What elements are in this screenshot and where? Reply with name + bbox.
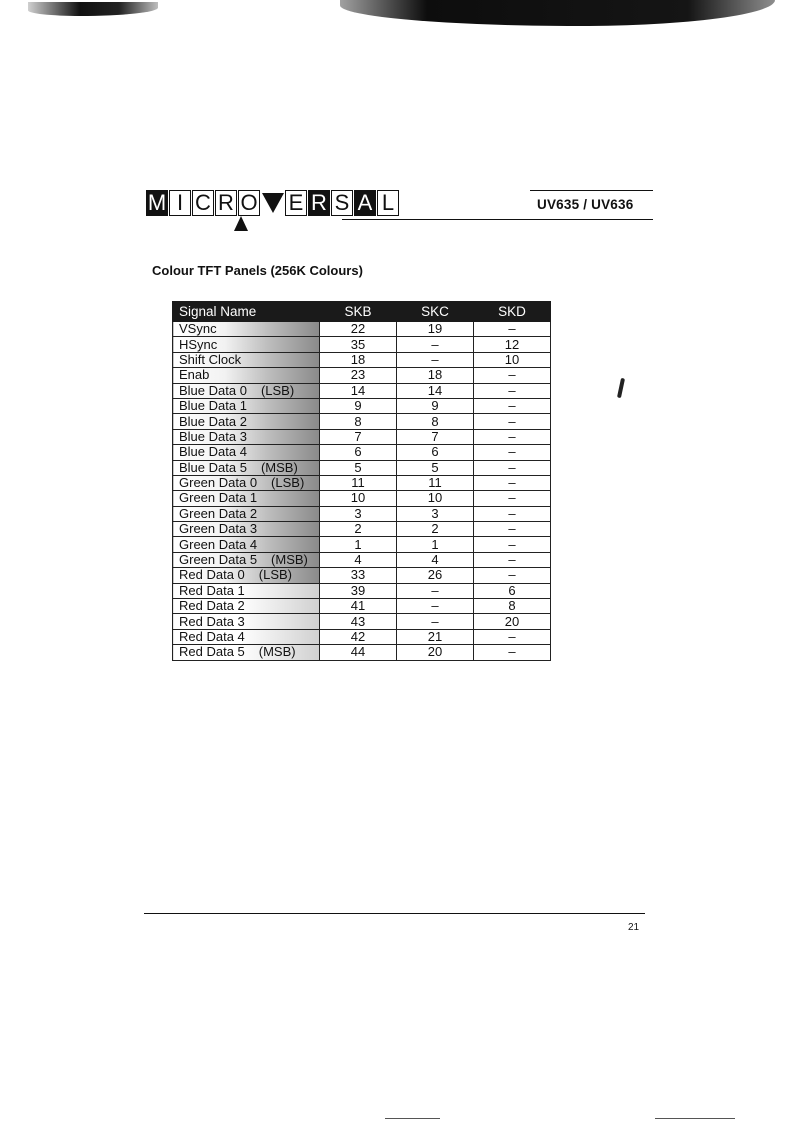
signal-name: Green Data 1 — [179, 490, 258, 506]
signal-bit-label: (MSB) — [271, 552, 308, 568]
scan-artifact-dash — [655, 1118, 735, 1119]
skb-pin-cell: 23 — [320, 368, 397, 383]
table-row — [173, 537, 551, 552]
skd-pin-cell: – — [474, 491, 551, 506]
skb-pin-cell: 7 — [320, 429, 397, 444]
skd-pin-cell: – — [474, 429, 551, 444]
skc-pin-cell: 9 — [397, 398, 474, 413]
skd-pin-cell: – — [474, 414, 551, 429]
signal-name: Blue Data 5 — [179, 459, 247, 475]
skb-pin-cell: 5 — [320, 460, 397, 475]
skd-pin-cell: 10 — [474, 352, 551, 367]
table-row — [173, 645, 551, 660]
skb-pin-cell: 14 — [320, 383, 397, 398]
skd-pin-cell: – — [474, 383, 551, 398]
skc-pin-cell: – — [397, 599, 474, 614]
skd-pin-cell: 20 — [474, 614, 551, 629]
signal-name: Red Data 3 — [179, 613, 245, 629]
skd-pin-cell: – — [474, 537, 551, 552]
signal-pin-table — [172, 301, 551, 661]
header-rule — [342, 219, 653, 220]
signal-name-cell — [173, 522, 320, 537]
logo-letter: S — [331, 190, 353, 216]
table-header-row — [173, 302, 551, 322]
signal-name: Red Data 4 — [179, 629, 245, 644]
skd-pin-cell: – — [474, 522, 551, 537]
signal-name-cell — [173, 445, 320, 460]
table-row — [173, 629, 551, 644]
skc-pin-cell: 2 — [397, 522, 474, 537]
table-row — [173, 398, 551, 413]
footer-rule — [144, 913, 645, 914]
skb-pin-cell: 33 — [320, 568, 397, 583]
skd-pin-cell: – — [474, 368, 551, 383]
skb-pin-cell: 42 — [320, 629, 397, 644]
section-title: Colour TFT Panels (256K Colours) — [152, 263, 363, 278]
signal-name-cell — [173, 337, 320, 352]
table-row — [173, 352, 551, 367]
signal-name: VSync — [179, 321, 217, 337]
logo-letter: L — [377, 190, 399, 216]
signal-name: Blue Data 3 — [179, 428, 247, 444]
table-row — [173, 460, 551, 475]
signal-name-cell — [173, 552, 320, 567]
skd-pin-cell: 12 — [474, 337, 551, 352]
signal-bit-label: (LSB) — [271, 475, 305, 491]
logo-letter: M — [147, 190, 167, 215]
skb-pin-cell: 18 — [320, 352, 397, 367]
skc-pin-cell: 21 — [397, 629, 474, 644]
skd-pin-cell: – — [474, 629, 551, 644]
skc-pin-cell: 6 — [397, 445, 474, 460]
signal-name-cell — [173, 568, 320, 583]
signal-name-cell — [173, 460, 320, 475]
logo-letter: O — [238, 190, 260, 216]
scan-artifact-top-right — [340, 0, 775, 26]
signal-bit-label: (LSB) — [258, 567, 292, 583]
page-number: 21 — [628, 922, 640, 933]
column-header: SKD — [474, 302, 551, 322]
skb-pin-cell: 11 — [320, 475, 397, 490]
signal-name: Green Data 5 — [179, 552, 258, 568]
table-row — [173, 445, 551, 460]
signal-name: Red Data 2 — [179, 598, 245, 614]
skd-pin-cell: – — [474, 645, 551, 660]
logo-arrow-icon — [234, 216, 248, 231]
signal-name-cell — [173, 506, 320, 521]
skc-pin-cell: 10 — [397, 491, 474, 506]
skb-pin-cell: 10 — [320, 491, 397, 506]
signal-name-cell — [173, 368, 320, 383]
skd-pin-cell: – — [474, 398, 551, 413]
scan-artifact-dash — [385, 1118, 440, 1119]
signal-name-cell — [173, 629, 320, 644]
table-row — [173, 414, 551, 429]
signal-name-cell — [173, 352, 320, 367]
skc-pin-cell: 20 — [397, 645, 474, 660]
column-header: SKC — [397, 302, 474, 322]
skd-pin-cell: – — [474, 506, 551, 521]
skb-pin-cell: 8 — [320, 414, 397, 429]
skc-pin-cell: 19 — [397, 322, 474, 337]
signal-name: Green Data 4 — [179, 536, 258, 552]
logo-letter: I — [169, 190, 191, 216]
logo-letter: A — [354, 190, 376, 216]
signal-name-cell — [173, 614, 320, 629]
signal-name-cell — [173, 414, 320, 429]
signal-name-cell — [173, 491, 320, 506]
table-body — [173, 322, 551, 661]
logo-v-mark — [262, 190, 284, 216]
signal-name-cell — [173, 537, 320, 552]
signal-name: Red Data 0 — [179, 567, 245, 583]
table-row — [173, 522, 551, 537]
skd-pin-cell: – — [474, 568, 551, 583]
table-row — [173, 614, 551, 629]
signal-name-cell — [173, 583, 320, 598]
signal-name: Red Data 1 — [179, 582, 245, 598]
skd-pin-cell: – — [474, 445, 551, 460]
signal-name: Red Data 5 — [179, 644, 245, 660]
signal-name-cell — [173, 475, 320, 490]
table-row — [173, 475, 551, 490]
table-row — [173, 368, 551, 383]
signal-name: Green Data 3 — [179, 521, 258, 537]
table-row — [173, 568, 551, 583]
skc-pin-cell: 11 — [397, 475, 474, 490]
skc-pin-cell: 26 — [397, 568, 474, 583]
signal-bit-label: (MSB) — [258, 644, 296, 660]
signal-name: Green Data 0 — [179, 475, 258, 491]
skb-pin-cell: 1 — [320, 537, 397, 552]
header-rule-top — [530, 190, 653, 191]
skb-pin-cell: 41 — [320, 599, 397, 614]
skd-pin-cell: – — [474, 322, 551, 337]
table-row — [173, 583, 551, 598]
signal-name: Enab — [179, 367, 210, 383]
model-title: UV635 / UV636 — [537, 197, 634, 212]
skc-pin-cell: 3 — [397, 506, 474, 521]
skb-pin-cell: 22 — [320, 322, 397, 337]
signal-name: Blue Data 2 — [179, 413, 247, 429]
logo-letter: C — [192, 190, 214, 216]
signal-name: Blue Data 1 — [179, 398, 247, 414]
skc-pin-cell: 1 — [397, 537, 474, 552]
skc-pin-cell: – — [397, 614, 474, 629]
skc-pin-cell: 5 — [397, 460, 474, 475]
table-row — [173, 429, 551, 444]
column-header: Signal Name — [173, 302, 320, 322]
skb-pin-cell: 39 — [320, 583, 397, 598]
signal-name: Blue Data 4 — [179, 444, 247, 460]
signal-name-cell — [173, 398, 320, 413]
skc-pin-cell: 7 — [397, 429, 474, 444]
signal-name-cell — [173, 645, 320, 660]
signal-name-cell — [173, 599, 320, 614]
skc-pin-cell: – — [397, 583, 474, 598]
logo-letter: R — [215, 190, 237, 216]
logo-letter: E — [285, 190, 307, 216]
table-row — [173, 491, 551, 506]
table-row — [173, 506, 551, 521]
signal-name-cell — [173, 429, 320, 444]
skd-pin-cell: 6 — [474, 583, 551, 598]
logo-letter: R — [308, 190, 330, 216]
skb-pin-cell: 9 — [320, 398, 397, 413]
scan-artifact-top-left — [28, 2, 158, 16]
skd-pin-cell: – — [474, 460, 551, 475]
skb-pin-cell: 6 — [320, 445, 397, 460]
table-row — [173, 552, 551, 567]
signal-bit-label: (LSB) — [260, 382, 295, 398]
skb-pin-cell: 43 — [320, 614, 397, 629]
skc-pin-cell: – — [397, 352, 474, 367]
column-header: SKB — [320, 302, 397, 322]
skc-pin-cell: 8 — [397, 414, 474, 429]
skd-pin-cell: 8 — [474, 599, 551, 614]
signal-name-cell — [173, 322, 320, 337]
skb-pin-cell: 35 — [320, 337, 397, 352]
skc-pin-cell: 14 — [397, 383, 474, 398]
skd-pin-cell: – — [474, 475, 551, 490]
table-row — [173, 383, 551, 398]
signal-name: HSync — [179, 336, 218, 352]
skb-pin-cell: 4 — [320, 552, 397, 567]
signal-name: Green Data 2 — [179, 505, 258, 521]
table-row — [173, 599, 551, 614]
skb-pin-cell: 44 — [320, 645, 397, 660]
skc-pin-cell: – — [397, 337, 474, 352]
signal-name: Blue Data 0 — [179, 382, 247, 398]
skd-pin-cell: – — [474, 552, 551, 567]
table-row — [173, 337, 551, 352]
microversal-logo — [146, 190, 400, 216]
signal-bit-label: (MSB) — [260, 459, 298, 475]
signal-name: Shift Clock — [179, 351, 242, 367]
scan-artifact-mark — [617, 378, 625, 398]
table-row — [173, 322, 551, 337]
signal-name-cell — [173, 383, 320, 398]
skb-pin-cell: 3 — [320, 506, 397, 521]
skc-pin-cell: 18 — [397, 368, 474, 383]
skb-pin-cell: 2 — [320, 522, 397, 537]
skc-pin-cell: 4 — [397, 552, 474, 567]
